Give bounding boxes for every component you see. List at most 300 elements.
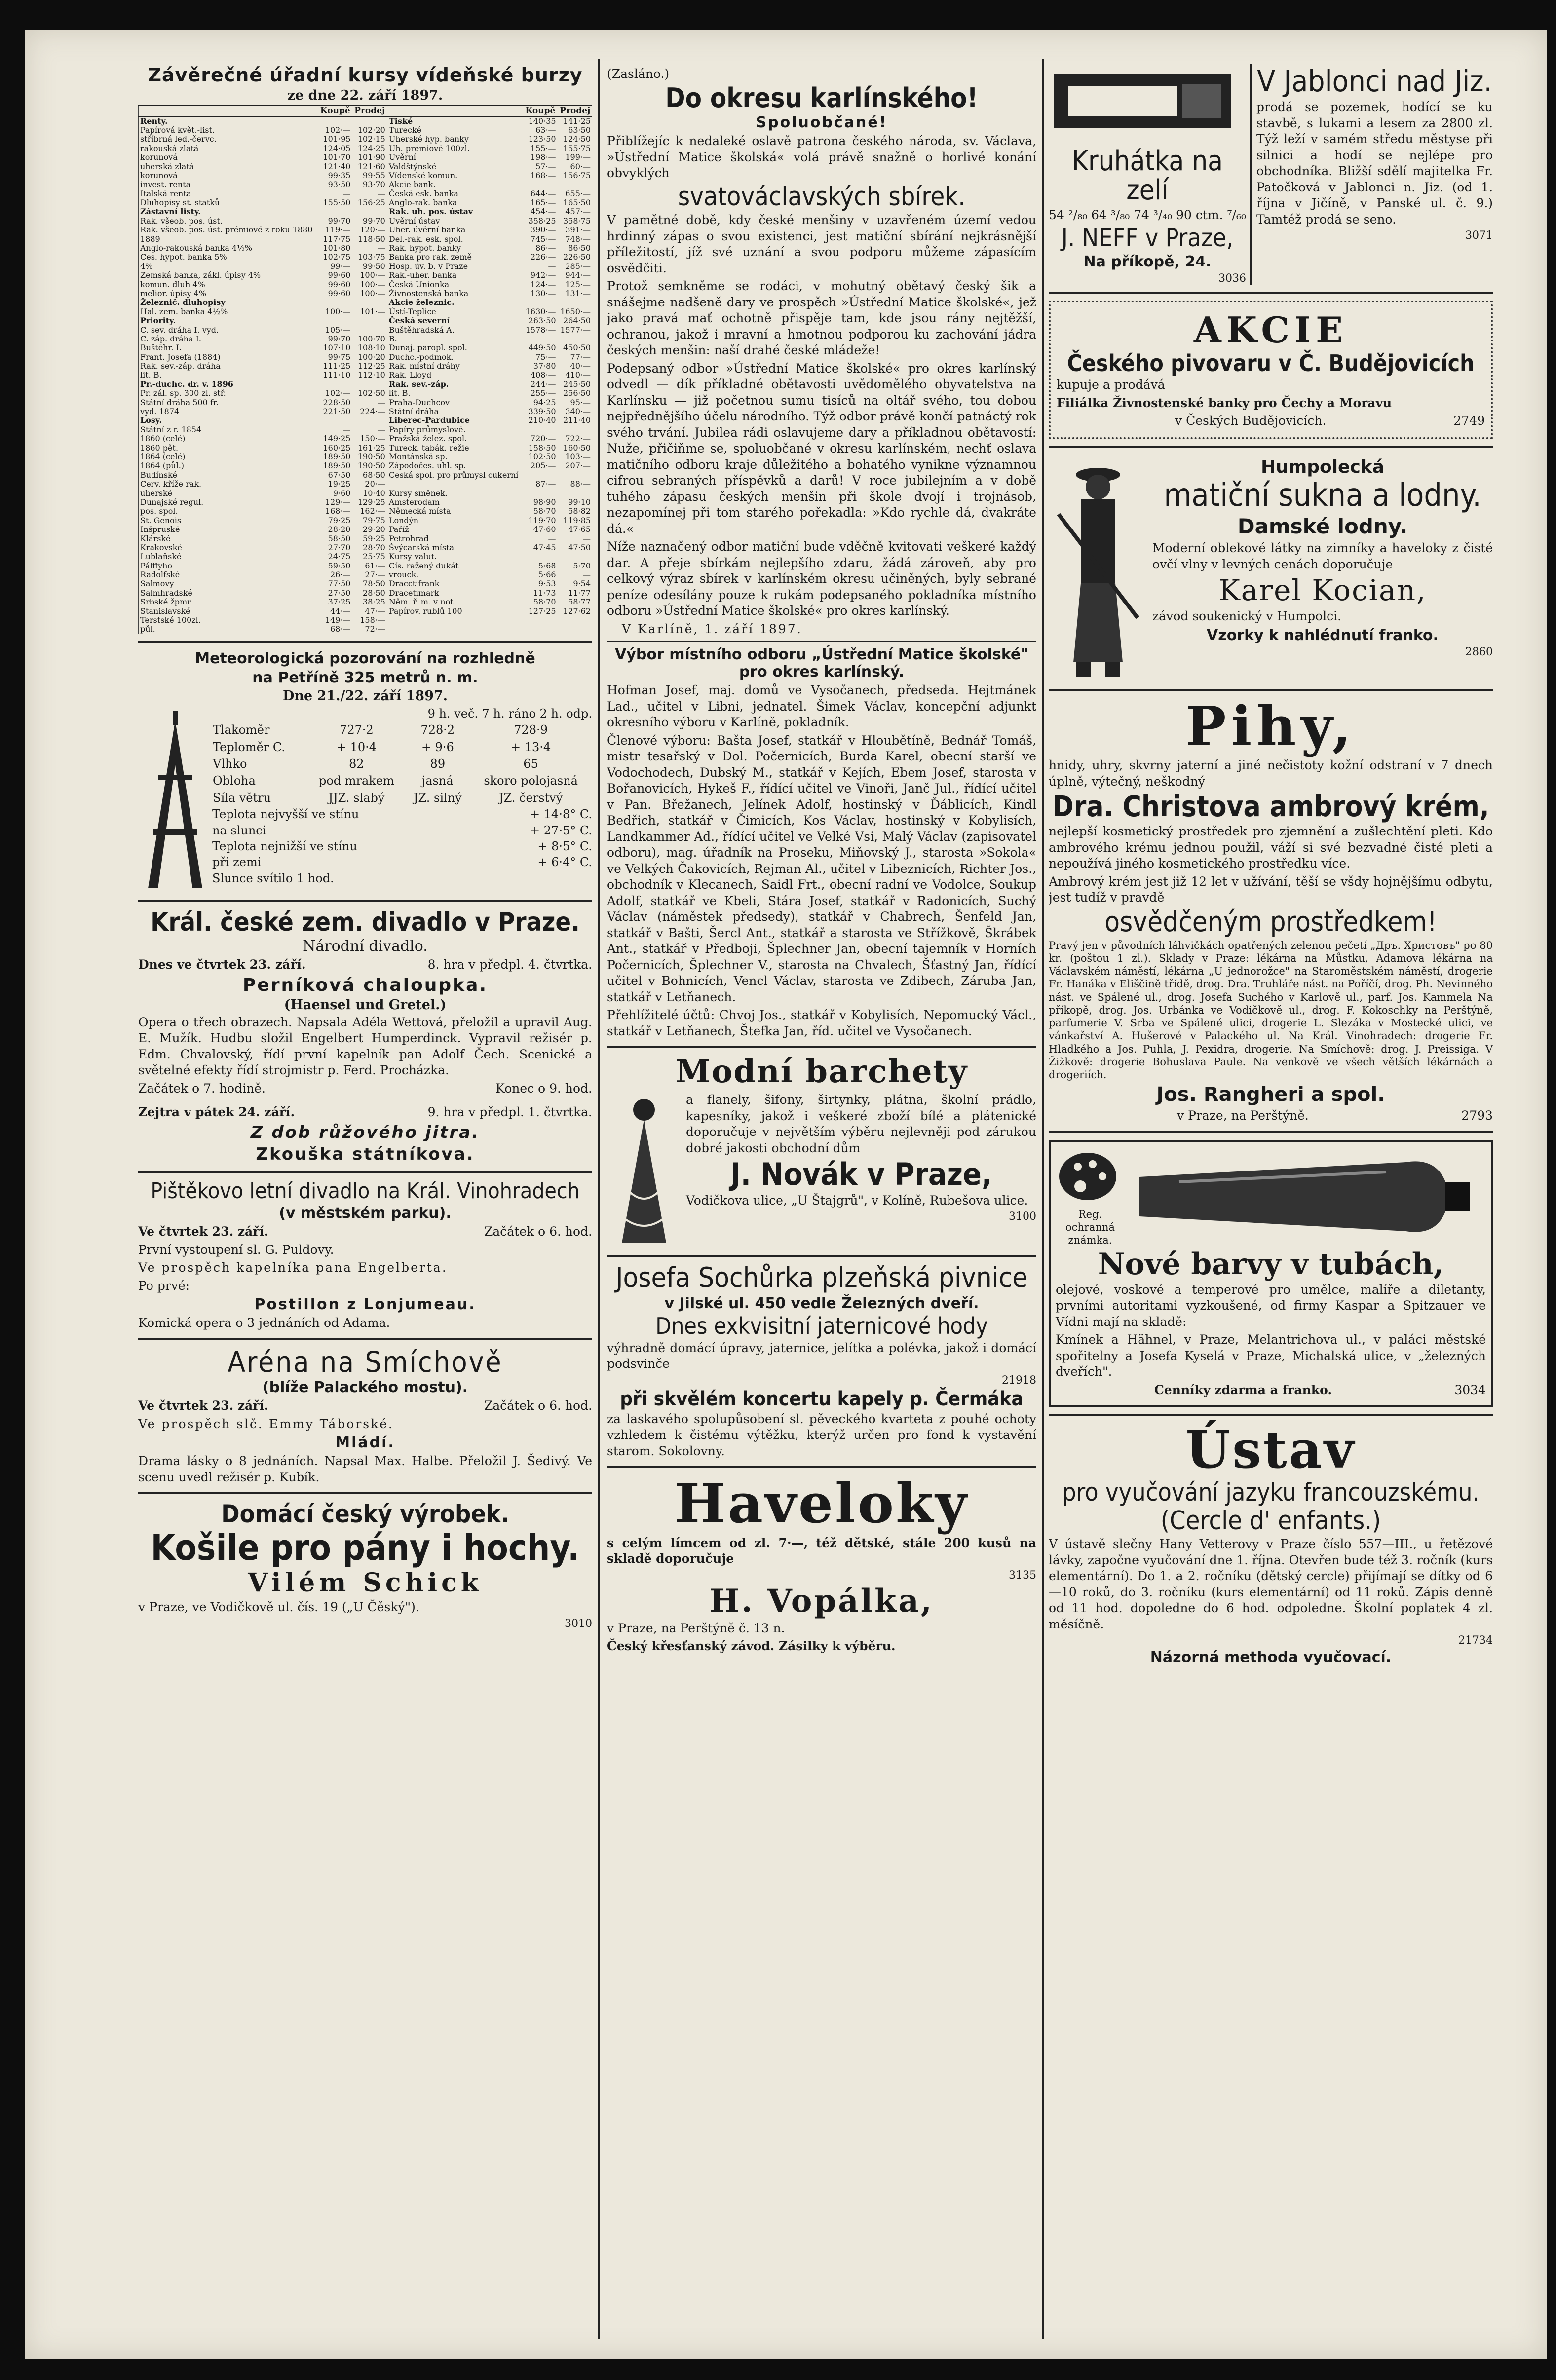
exchange-cell: 99·35 bbox=[318, 171, 352, 180]
exchange-cell: 86·— bbox=[523, 244, 558, 253]
hunter-figure-icon bbox=[1049, 455, 1147, 682]
exchange-cell: 263·50 bbox=[523, 316, 558, 325]
exchange-cell: Č. sev. dráha I. vyd. bbox=[139, 326, 318, 335]
exchange-cell bbox=[558, 471, 592, 480]
exchange-cell bbox=[523, 625, 558, 634]
exchange-cell: B. bbox=[387, 335, 523, 343]
exchange-cell bbox=[318, 380, 352, 389]
exchange-cell: 125·— bbox=[558, 280, 592, 289]
meteo-row bbox=[212, 721, 592, 738]
petrin-tower-icon bbox=[138, 706, 212, 893]
exchange-cell: 161·25 bbox=[352, 444, 387, 453]
exchange-cell: 255·— bbox=[523, 389, 558, 398]
exchange-cell: 99·— bbox=[318, 262, 352, 271]
exchange-cell: Losy. bbox=[139, 416, 318, 425]
ustav-title: Ústav bbox=[1185, 1419, 1356, 1480]
zaslano-p4: Níže naznačený odbor matiční bude vděčně kvitovati veškeré každý dar. A přeje sbírkám nejlepšího zdaru, žádá zároveň, aby pro celkový výraz sbírek v karlínském okresu učiněných, byly sebrané peníze odesílány pouze k rukám podepsaného pokladníka místního odboru »Ústřední Matice školské« pro okres karlínský. bbox=[607, 539, 1036, 618]
exchange-cell: Pr. zál. sp. 300 zl. stř. bbox=[139, 389, 318, 398]
exchange-cell: Italská renta bbox=[139, 189, 318, 198]
jablonec-text: prodá se pozemek, hodící se ku stavbě, s lukami a lesem za 2800 zl. Týž leží v samém středu městyse při silnici a hodí se nejlépe pro obchodníka. Bližší sdělí majitelka Fr. Patočková v Jablonci n. Jiz. (od 1. října v Jičíně, v Panské ul. č. 9.) Tamtéž prodá se seno. bbox=[1256, 100, 1493, 227]
exchange-cell: St. Genois bbox=[139, 516, 318, 525]
exchange-cell: Stanislavské bbox=[139, 607, 318, 616]
exchange-cell: Budínské bbox=[139, 471, 318, 480]
exchange-cell: Zástavní listy. bbox=[139, 207, 318, 216]
exchange-cell: 1630·— bbox=[523, 307, 558, 316]
christ-text3: Ambrový krém jest již 12 let v užívání, těší se všdy hojnějšímu odbytu, jest tudíž v pravdě bbox=[1049, 874, 1493, 905]
exchange-row bbox=[139, 498, 593, 507]
exchange-cell: 228·50 bbox=[318, 398, 352, 407]
newspaper-page bbox=[25, 30, 1547, 2359]
exchange-cell: 108·10 bbox=[352, 343, 387, 352]
exchange-cell: 88·— bbox=[558, 480, 592, 489]
exchange-cell: 454·— bbox=[523, 207, 558, 216]
exchange-row bbox=[139, 489, 593, 498]
exchange-cell: 11·77 bbox=[558, 589, 592, 598]
exchange-cell bbox=[523, 552, 558, 561]
exchange-cell: Státní z r. 1854 bbox=[139, 425, 318, 434]
meteo-cell: Obloha bbox=[213, 774, 256, 788]
meteo-cell: JZ. silný bbox=[413, 791, 462, 805]
exchange-cell: 101·95 bbox=[318, 135, 352, 144]
exchange-cell: Uherské hyp. banky bbox=[387, 135, 523, 144]
exchange-row bbox=[139, 126, 593, 135]
exchange-cell: 111·10 bbox=[318, 371, 352, 379]
exchange-cell: 121·60 bbox=[352, 162, 387, 171]
exchange-cell: Rak. všeob. pos. úst. prémiové z roku 1880 bbox=[139, 226, 318, 234]
exchange-cell: Rak. sev.-záp. bbox=[387, 380, 523, 389]
exchange-cell: lit. B. bbox=[387, 389, 523, 398]
zaslano-clenove: Členové výboru: Bašta Josef, statkář v Hloubětíně, Bednář Tomáš, mistr tesařský v Dol. Počernicích, Burda Karel, obecní starší ve Vodochodech, Dubský M., statkář v Kejích, Ebem Josef, starosta v Bořanovicích, Hykeš F., řídící učitel ve Vinoři, Janč Jul., řídící učitel v Pan. Břežanech, Jelínek Adolf, hostinský v Ďáblicích, Kindl Bedřich, statkář v Čimicích, Kos Václav, hostinský v Kobylisích, Landkammer Ad., řídící učitel ve Velké Vsi, Malý Václav (zapisovatel odboru), mag. úřadník na Proseku, Miňovský J., starosta »Sokola« ve Velkých Čakovicích, Rejman Al., učitel v Libeznicích, Richter Jos., obchodník v Klecanech, Saidl Frt., obecní radní ve Vodolce, Soukup Adolf, statkář ve Kbeli, Stára Josef, statkář v Radonicích, Suchý Václav (náměstek předsedy), statkář v Chabrech, Šenfeld Jan, statkář v Bašti, Šercl Ant., statkář a starosta ve Střížkově, Škrábek Ant., statkář v Předboji, Šplechner Jan, obecní tajemník v Horních Počernicích, Šplechner V., starosta na Chvalech, Šťastný Jan, řídící učitel v Bohnicích, Vencl Václav, starosta ve Zdibech, Záruba Jan, statkář v Letňanech. bbox=[607, 733, 1036, 1004]
exchange-row bbox=[139, 316, 593, 325]
sochurek-addr: v Jilské ul. 450 vedle Železných dveří. bbox=[664, 1295, 979, 1313]
christ-name: Dra. Christova ambrový krém, bbox=[1052, 790, 1489, 824]
exchange-cell: vrouck. bbox=[387, 570, 523, 579]
exchange-cell: 205·— bbox=[523, 461, 558, 470]
ustav-foot: Názorná methoda vyučovací. bbox=[1150, 1649, 1392, 1666]
exchange-cell: 285·— bbox=[558, 262, 592, 271]
exchange-row bbox=[139, 589, 593, 598]
exchange-cell: invest. renta bbox=[139, 180, 318, 189]
christ-text4: Pravý jen v původních láhvičkách opatřených zelenou pečetí „Дръ. Христовъ" po 80 kr. (poštou 1 zl.). Sklady v Praze: lékárna na Můstku, Adamova lékárna na Václavském náměstí, lékárna „U jednorožce" na Staroměstském náměstí, drogerie Fr. Hanáka v Eliščině třídě, drog. Dra. Truhláře nást. na Poříčí, drog. Ph. Nevinného nást. ve Spálené ul., drog. Josefa Suchého v Karlově ul., parf. Jos. Kammela Na příkopě, drog. Jos. Urbánka ve Vodičkově ul., drog. F. Kokoschky na Perštýně, parfumerie V. Srba ve Spálené ulici, drogerie L. Slezáka v Mostecké ulici, ve vánkařství A. Hušerové v Palackého ul. Na Král. Vinohradech: drogerie Fr. Hladkého a Jos. Puhla, J. Pexidra, drogerie. Na Smíchově: drog. J. Preissiga. V Žižkově: drogerie Bohuslava Paule. Na venkově ve všech větších lékárnách a drogeriích. bbox=[1049, 939, 1493, 1081]
exchange-cell: 40·— bbox=[558, 362, 592, 371]
exchange-cell: 99·55 bbox=[352, 171, 387, 180]
exchange-cell: 358·75 bbox=[558, 217, 592, 226]
exchange-cell: 207·— bbox=[558, 461, 592, 470]
exchange-cell: 1578·— bbox=[523, 326, 558, 335]
barvy-ad bbox=[1049, 1140, 1493, 1407]
exchange-cell: 59·50 bbox=[318, 562, 352, 570]
exchange-cell: 722·— bbox=[558, 434, 592, 443]
exchange-cell: 25·75 bbox=[352, 552, 387, 561]
exchange-cell: 339·50 bbox=[523, 407, 558, 416]
exchange-row bbox=[139, 389, 593, 398]
cabbage-slicer-icon bbox=[1049, 64, 1236, 143]
exchange-cell: Akcie železnic. bbox=[387, 298, 523, 307]
meteo-title: Meteorologická pozorování na rozhledně bbox=[195, 649, 535, 667]
exchange-cell: 67·50 bbox=[318, 471, 352, 480]
exchange-cell bbox=[558, 425, 592, 434]
exchange-cell: 160·50 bbox=[558, 444, 592, 453]
sochurek-text2: za laskavého spolupůsobení sl. pěveckého kvarteta z pouhé ochoty vzhledem k čistému výtěžku, kterýž určen pro fond k vystavění starom. Sokolovny. bbox=[607, 1411, 1036, 1458]
exchange-row bbox=[139, 253, 593, 262]
exchange-row bbox=[139, 116, 593, 126]
exchange-cell: 410·— bbox=[558, 371, 592, 379]
exchange-cell: 101·— bbox=[352, 307, 387, 316]
exchange-cell bbox=[558, 180, 592, 189]
kocian-ad bbox=[1049, 455, 1493, 682]
theatre-subscription: 8. hra v předpl. 4. čtvrtka. bbox=[427, 957, 592, 972]
exchange-cell: Valdštýnské bbox=[387, 162, 523, 171]
exchange-date: ze dne 22. září 1897. bbox=[287, 88, 443, 103]
exchange-cell: 102·50 bbox=[523, 453, 558, 461]
exchange-cell: 100·70 bbox=[352, 335, 387, 343]
exchange-row bbox=[139, 507, 593, 516]
exchange-cell: 47·45 bbox=[523, 543, 558, 552]
column-rule bbox=[1042, 59, 1044, 2339]
exchange-cell: 98·90 bbox=[523, 498, 558, 507]
exchange-cell: Kursy směnek. bbox=[387, 489, 523, 498]
vopalka-name: H. Vopálka, bbox=[709, 1582, 934, 1620]
exchange-cell: Státní dráha bbox=[387, 407, 523, 416]
zaslano-tag: (Zasláno.) bbox=[607, 67, 670, 81]
exchange-cell: 189·50 bbox=[318, 461, 352, 470]
novak-text: a flanely, šifony, širtynky, plátna, školní prádlo, kapesníky, jakož i veškeré zboží bílé a plátenické doporučuje v největším výběru nejlevněji pod zárukou dobré jakosti obchodní dům bbox=[686, 1093, 1036, 1155]
exchange-cell: korunová bbox=[139, 171, 318, 180]
meteo-sun: Slunce svítilo 1 hod. bbox=[212, 871, 334, 885]
meteo-temp-cell: + 27·5° C. bbox=[530, 823, 592, 837]
exchange-cell: 391·— bbox=[558, 226, 592, 234]
exchange-header-cell bbox=[139, 106, 318, 116]
meteo-cell: Vlhko bbox=[213, 756, 247, 771]
exchange-title: Závěrečné úřadní kursy vídeňské burzy bbox=[148, 64, 583, 86]
exchange-row bbox=[139, 262, 593, 271]
exchange-cell: 27·50 bbox=[318, 589, 352, 598]
exchange-cell: 112·10 bbox=[352, 371, 387, 379]
exchange-cell: 58·70 bbox=[523, 507, 558, 516]
exchange-cell: Salmhradské bbox=[139, 589, 318, 598]
pistek-first: Po prvé: bbox=[138, 1278, 190, 1293]
exchange-cell: Česká esk. banka bbox=[387, 189, 523, 198]
exchange-cell: 100·— bbox=[352, 289, 387, 298]
arena-benefit: Ve prospěch slč. Emmy Táborské. bbox=[138, 1416, 394, 1431]
exchange-cell: Č. záp. dráha I. bbox=[139, 335, 318, 343]
exchange-cell: 101·90 bbox=[352, 153, 387, 162]
schick-addr: v Praze, ve Vodičkově ul. čís. 19 („U Čěský"). bbox=[138, 1600, 419, 1615]
exchange-cell: Papírová květ.-list. bbox=[139, 126, 318, 135]
pistek-start: Začátek o 6. hod. bbox=[484, 1224, 592, 1239]
exchange-cell bbox=[523, 335, 558, 343]
exchange-row bbox=[139, 398, 593, 407]
exchange-cell: Londýn bbox=[387, 516, 523, 525]
column-left bbox=[138, 64, 592, 2334]
pistek-play: Postillon z Lonjumeau. bbox=[254, 1296, 476, 1314]
exchange-cell: Anglo-rakouská banka 4½% bbox=[139, 244, 318, 253]
exchange-cell: 944·— bbox=[558, 271, 592, 280]
akcie-title2: Českého pivovaru v Č. Budějovicích bbox=[1067, 350, 1475, 377]
exchange-cell: — bbox=[352, 425, 387, 434]
exchange-row bbox=[139, 570, 593, 579]
exchange-row bbox=[139, 552, 593, 561]
exchange-cell: 358·25 bbox=[523, 217, 558, 226]
exchange-cell: 189·50 bbox=[318, 453, 352, 461]
exchange-cell bbox=[318, 207, 352, 216]
exchange-cell: Ústí-Teplice bbox=[387, 307, 523, 316]
meteo-cell: + 13·4 bbox=[511, 740, 551, 754]
exchange-cell: 102·20 bbox=[352, 126, 387, 135]
exchange-cell bbox=[352, 298, 387, 307]
exchange-cell: Tureck. tabák. režie bbox=[387, 444, 523, 453]
kocian-addr: závod soukenický v Humpolci. bbox=[1152, 609, 1342, 624]
exchange-cell bbox=[523, 489, 558, 498]
top-right-ads bbox=[1049, 64, 1493, 285]
barvy-num: 3034 bbox=[1454, 1382, 1486, 1397]
barvy-reg: Reg. ochranná známka. bbox=[1065, 1208, 1115, 1247]
exchange-row bbox=[139, 217, 593, 226]
barvy-text: olejové, voskové a temperové pro umělce, malíře a diletanty, prvními autoritami vyzkoušené, od firmy Kaspar a Spitzauer ve Vídni mají na skladě: bbox=[1056, 1282, 1486, 1329]
exchange-row bbox=[139, 307, 593, 316]
exchange-cell: 119·85 bbox=[558, 516, 592, 525]
exchange-cell: 47·50 bbox=[558, 543, 592, 552]
exchange-cell: 100·— bbox=[352, 280, 387, 289]
exchange-cell: 160·25 bbox=[318, 444, 352, 453]
exchange-cell: uherské bbox=[139, 489, 318, 498]
schick-ad bbox=[138, 1501, 592, 1629]
meteo-cell: JJZ. slabý bbox=[328, 791, 385, 805]
exchange-cell: 264·50 bbox=[558, 316, 592, 325]
meteo-temp-cell: Teplota nejvyšší ve stínu bbox=[212, 807, 359, 822]
exchange-cell: 100·— bbox=[318, 307, 352, 316]
schick-name: Vilém Schick bbox=[248, 1567, 483, 1598]
exchange-row bbox=[139, 180, 593, 189]
exchange-row bbox=[139, 207, 593, 216]
exchange-cell: 103·— bbox=[558, 453, 592, 461]
exchange-cell: 101·70 bbox=[318, 153, 352, 162]
neff-size: 90 ctm. ⁷/₆₀ bbox=[1176, 207, 1246, 222]
exchange-row bbox=[139, 579, 593, 588]
exchange-cell bbox=[523, 180, 558, 189]
exchange-cell: Dluhopisy st. statků bbox=[139, 198, 318, 207]
exchange-row bbox=[139, 616, 593, 625]
meteo-cell: jasná bbox=[421, 774, 454, 788]
exchange-cell: Cís. ražený dukát bbox=[387, 562, 523, 570]
exchange-row bbox=[139, 371, 593, 379]
exchange-cell: Petrohrad bbox=[387, 534, 523, 543]
vopalka-addr: v Praze, na Perštýně č. 13 n. bbox=[607, 1621, 785, 1635]
neff-num: 3036 bbox=[1218, 272, 1246, 285]
vopalka-num: 3135 bbox=[1009, 1569, 1036, 1582]
exchange-rates bbox=[138, 64, 592, 634]
exchange-row bbox=[139, 271, 593, 280]
exchange-row bbox=[139, 607, 593, 616]
pistek-desc: Komická opera o 3 jednáních od Adama. bbox=[138, 1316, 390, 1330]
exchange-cell: Rak. Lloyd bbox=[387, 371, 523, 379]
exchange-cell: Krakovské bbox=[139, 543, 318, 552]
exchange-cell: 99·70 bbox=[352, 217, 387, 226]
exchange-row bbox=[139, 135, 593, 144]
exchange-cell: 130·— bbox=[523, 289, 558, 298]
exchange-row bbox=[139, 353, 593, 362]
exchange-row bbox=[139, 480, 593, 489]
exchange-row bbox=[139, 543, 593, 552]
exchange-cell: 103·75 bbox=[352, 253, 387, 262]
arena-title: Aréna na Smíchově bbox=[228, 1345, 503, 1379]
exchange-cell: 111·25 bbox=[318, 362, 352, 371]
pistek-date: Ve čtvrtek 23. září. bbox=[138, 1224, 268, 1239]
exchange-cell: 9·53 bbox=[523, 579, 558, 588]
exchange-cell bbox=[352, 416, 387, 425]
exchange-row bbox=[139, 298, 593, 307]
akcie-place: v Českých Budějovicích. bbox=[1175, 414, 1327, 428]
exchange-cell: — bbox=[318, 189, 352, 198]
exchange-cell bbox=[387, 625, 523, 634]
exchange-cell: Zápodočes. uhl. sp. bbox=[387, 461, 523, 470]
kocian-l2: matiční sukna a lodny. bbox=[1164, 477, 1481, 514]
exchange-row bbox=[139, 471, 593, 480]
pistek-theatre bbox=[138, 1180, 592, 1331]
theatre-subscription2: 9. hra v předpl. 1. čtvrtka. bbox=[427, 1105, 592, 1120]
exchange-cell: melior. úpisy 4% bbox=[139, 289, 318, 298]
exchange-cell: 340·— bbox=[558, 407, 592, 416]
exchange-row bbox=[139, 244, 593, 253]
zaslano-p2: Protož semkněme se rodáci, v mohutný obětavý český šik a snášejme nadšeně dary ve prospěch »Ústřední Matice školské«, jež jako pravá mať ochotně přispěje tam, kde jsou rány nejtěžší, ochranou, jakož i mravní a hmotnou podporou ku zachování jádra českých menšin: naší drahé české mládeže! bbox=[607, 279, 1036, 358]
exchange-cell: — bbox=[352, 244, 387, 253]
exchange-cell: 150·— bbox=[352, 434, 387, 443]
exchange-cell: 99·60 bbox=[318, 280, 352, 289]
exchange-row bbox=[139, 289, 593, 298]
meteo-temp-cell: Teplota nejnižší ve stínu bbox=[212, 839, 357, 853]
exchange-cell: Dunaj. paropl. spol. bbox=[387, 343, 523, 352]
exchange-cell: Živnostenská banka bbox=[387, 289, 523, 298]
sochurek-title: Josefa Sochůrka plzeňská pivnice bbox=[615, 1262, 1028, 1294]
kocian-l1: Humpolecká bbox=[1260, 456, 1385, 477]
exchange-cell: Renty. bbox=[139, 116, 318, 126]
exchange-cell: 119·70 bbox=[523, 516, 558, 525]
exchange-cell: Priority. bbox=[139, 316, 318, 325]
exchange-cell bbox=[352, 116, 387, 126]
column-rule bbox=[598, 59, 600, 2339]
exchange-cell: 99·70 bbox=[318, 217, 352, 226]
exchange-cell: 131·— bbox=[558, 289, 592, 298]
schick-line2: Košile pro pány i hochy. bbox=[151, 1526, 580, 1568]
meteo-cell: 82 bbox=[349, 756, 364, 771]
exchange-cell: Rak. místní dráhy bbox=[387, 362, 523, 371]
meteo-date: Dne 21./22. září 1897. bbox=[282, 688, 448, 704]
christ-text2: nejlepší kosmetický prostředek pro zjemnění a zušlechtění pleti. Kdo ambrového krému jednou použil, váží si své bezvadné čisté pleti a nepoužívá jiného kosmetického prostředku více. bbox=[1049, 824, 1493, 871]
barvy-foot: Cenníky zdarma a franko. bbox=[1154, 1382, 1332, 1397]
schick-num: 3010 bbox=[565, 1617, 592, 1630]
meteo-section bbox=[138, 650, 592, 893]
exchange-cell: 38·25 bbox=[352, 598, 387, 606]
meteo-temp-cell: + 8·5° C. bbox=[537, 839, 592, 853]
akcie-bank: Filiálka Živnostenské banky pro Čechy a Moravu bbox=[1057, 395, 1392, 410]
exchange-cell: 79·25 bbox=[318, 516, 352, 525]
meteo-temp-row bbox=[212, 838, 592, 854]
palette-icon bbox=[1056, 1147, 1120, 1206]
exchange-cell: 199·— bbox=[558, 153, 592, 162]
exchange-cell: Salmovy bbox=[139, 579, 318, 588]
sochurek-ad bbox=[607, 1264, 1036, 1459]
exchange-row bbox=[139, 235, 593, 244]
exchange-cell: Montánská sp. bbox=[387, 453, 523, 461]
exchange-cell: Česká Unionka bbox=[387, 280, 523, 289]
exchange-cell: 124·50 bbox=[558, 135, 592, 144]
exchange-cell: Anglo-rak. banka bbox=[387, 198, 523, 207]
meteo-temp-cell: při zemi bbox=[212, 855, 262, 869]
exchange-cell: 61·— bbox=[352, 562, 387, 570]
exchange-cell: 450·50 bbox=[558, 343, 592, 352]
exchange-cell: 211·40 bbox=[558, 416, 592, 425]
exchange-cell: Čes. hypot. banka 5% bbox=[139, 253, 318, 262]
exchange-cell: pos. spol. bbox=[139, 507, 318, 516]
exchange-header-cell: Prodej bbox=[558, 106, 592, 116]
exchange-cell: 63·— bbox=[523, 126, 558, 135]
exchange-cell: 4% bbox=[139, 262, 318, 271]
lady-figure-icon bbox=[607, 1090, 681, 1248]
meteo-cell: Tlakoměr bbox=[213, 723, 270, 737]
exchange-cell: Paříž bbox=[387, 525, 523, 534]
exchange-cell: 99·60 bbox=[318, 289, 352, 298]
exchange-cell: 198·— bbox=[523, 153, 558, 162]
exchange-row bbox=[139, 280, 593, 289]
exchange-cell: 408·— bbox=[523, 371, 558, 379]
akcie-title: AKCIE bbox=[1193, 308, 1348, 351]
exchange-cell: Pálffyho bbox=[139, 562, 318, 570]
exchange-cell: 107·10 bbox=[318, 343, 352, 352]
exchange-cell: 748·— bbox=[558, 235, 592, 244]
exchange-cell: Rak. sev.-záp. dráha bbox=[139, 362, 318, 371]
exchange-cell: 155·50 bbox=[318, 198, 352, 207]
exchange-cell: 26·— bbox=[318, 570, 352, 579]
vopalka-title: Haveloky bbox=[674, 1472, 969, 1536]
exchange-cell: komun. dluh 4% bbox=[139, 280, 318, 289]
meteo-temp-cell: + 6·4° C. bbox=[537, 855, 592, 869]
exchange-cell: 5·66 bbox=[523, 570, 558, 579]
vopalka-ad bbox=[607, 1472, 1036, 1655]
exchange-cell: půl. bbox=[139, 625, 318, 634]
exchange-cell: 121·40 bbox=[318, 162, 352, 171]
exchange-cell: 99·10 bbox=[558, 498, 592, 507]
theatre-play-sub: (Haensel und Gretel.) bbox=[284, 997, 447, 1013]
exchange-cell bbox=[352, 207, 387, 216]
theatre-sub: Národní divadlo. bbox=[303, 938, 428, 955]
meteo-cell: JZ. čerstvý bbox=[498, 791, 563, 805]
exchange-row bbox=[139, 444, 593, 453]
exchange-cell: 68·— bbox=[318, 625, 352, 634]
exchange-cell: Banka pro rak. země bbox=[387, 253, 523, 262]
jablonec-ad bbox=[1256, 64, 1493, 285]
ustav-ad bbox=[1049, 1419, 1493, 1666]
exchange-cell: Del.-rak. esk. spol. bbox=[387, 235, 523, 244]
meteo-hours: 9 h. več. 7 h. ráno 2 h. odp. bbox=[427, 706, 592, 720]
exchange-cell: 155·— bbox=[523, 144, 558, 153]
novak-title: Modní barchety bbox=[675, 1053, 968, 1091]
exchange-cell: 256·50 bbox=[558, 389, 592, 398]
exchange-row bbox=[139, 434, 593, 443]
exchange-cell: Liberec-Pardubice bbox=[387, 416, 523, 425]
exchange-cell: 44·— bbox=[318, 607, 352, 616]
exchange-cell: 168·— bbox=[523, 171, 558, 180]
jablonec-num: 3071 bbox=[1465, 229, 1493, 242]
exchange-row bbox=[139, 407, 593, 416]
exchange-cell: 59·25 bbox=[352, 534, 387, 543]
meteo-temp-cell: na slunci bbox=[212, 823, 266, 837]
exchange-cell: 100·— bbox=[352, 271, 387, 280]
meteo-cell: Síla větru bbox=[213, 791, 271, 805]
neff-size: 54 ²/₈₀ bbox=[1049, 207, 1088, 222]
exchange-cell: 118·50 bbox=[352, 235, 387, 244]
ustav-title2: pro vyučování jazyku francouzskému. bbox=[1062, 1478, 1480, 1507]
kocian-text: Moderní oblekové látky na zimníky a haveloky z čisté ovčí vlny v levných cenách doporučuje bbox=[1152, 541, 1493, 571]
